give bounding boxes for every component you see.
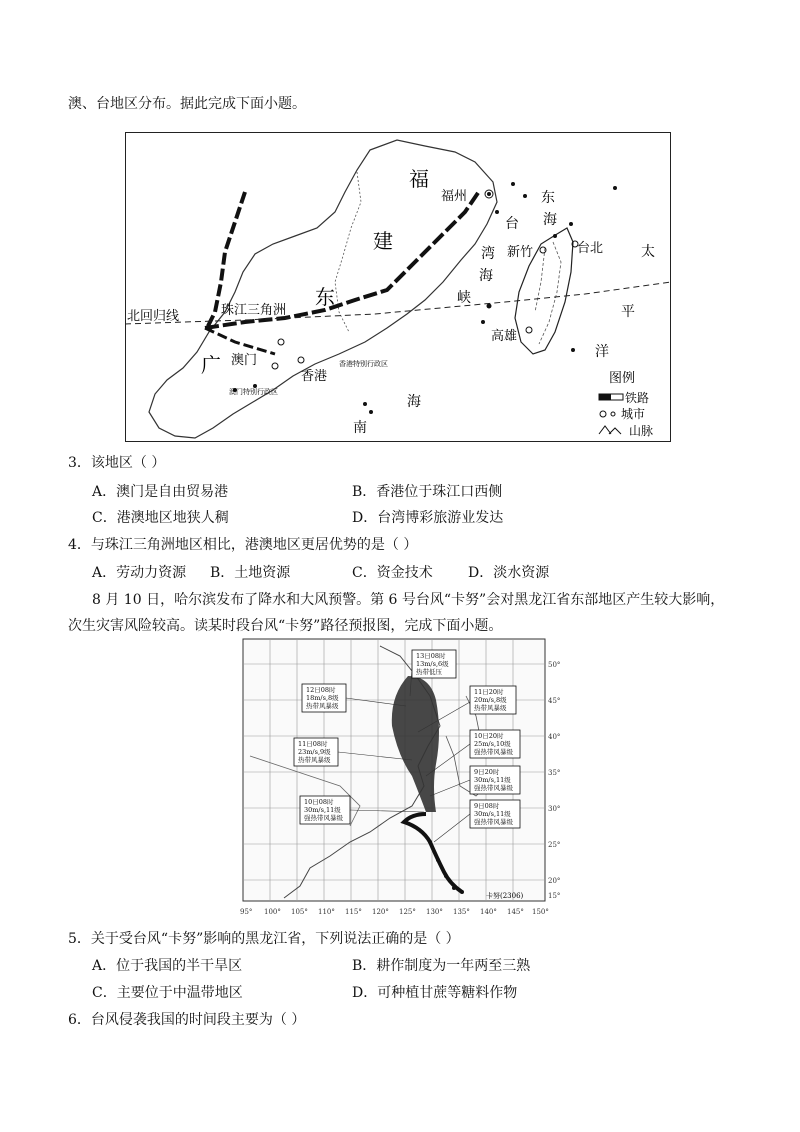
q4-option-c[interactable]: C．资金技术 bbox=[352, 565, 433, 581]
label-strait-wan: 湾 bbox=[481, 246, 495, 262]
typhoon-intro-line2: 次生灾害风险较高。读某时段台风“卡努”路径预报图，完成下面小题。 bbox=[68, 618, 503, 634]
hongkong-macau-taiwan-map bbox=[125, 132, 671, 442]
label-south-sea-hai: 海 bbox=[407, 394, 421, 410]
box-5-l1: 10日20时 bbox=[474, 732, 504, 740]
box-3-l1: 11日20时 bbox=[474, 688, 504, 696]
label-macau: 澳门 bbox=[231, 353, 258, 368]
q5-option-a[interactable]: A．位于我国的半干旱区 bbox=[92, 958, 243, 974]
label-taibei: 台北 bbox=[577, 241, 604, 256]
box-7-l1: 10日08时 bbox=[304, 798, 334, 806]
label-south-sea-nan: 南 bbox=[353, 420, 367, 436]
label-donghai-1: 东 bbox=[541, 190, 555, 206]
box-8-l3: 强热带风暴级 bbox=[474, 818, 513, 826]
q3-stem: 3．该地区（ ） bbox=[68, 455, 166, 471]
typhoon-name: 卡努(2306) bbox=[486, 892, 524, 900]
lat-tick: 20° bbox=[548, 877, 560, 885]
label-hongkong: 香港 bbox=[301, 369, 328, 384]
q5-option-d[interactable]: D．可种植甘蔗等糖料作物 bbox=[352, 985, 518, 1001]
label-pacific-ping: 平 bbox=[621, 304, 635, 320]
q3-option-a[interactable]: A．澳门是自由贸易港 bbox=[92, 484, 229, 500]
box-2-l1: 12日08时 bbox=[306, 686, 336, 694]
label-tropic: 北回归线 bbox=[127, 309, 180, 324]
label-strait-xia: 峡 bbox=[457, 290, 471, 306]
q4-option-d[interactable]: D．淡水资源 bbox=[468, 565, 550, 581]
q3-option-b[interactable]: B．香港位于珠江口西侧 bbox=[352, 484, 503, 500]
lat-tick: 35° bbox=[548, 769, 560, 777]
legend-title: 图例 bbox=[609, 371, 636, 386]
q5-option-b[interactable]: B．耕作制度为一年两至三熟 bbox=[352, 958, 531, 974]
label-fu: 福 bbox=[409, 167, 429, 191]
box-2-l3: 热带风暴级 bbox=[306, 702, 339, 710]
label-strait-hai: 海 bbox=[479, 268, 493, 284]
box-5-l3: 强热带风暴级 bbox=[474, 748, 513, 756]
label-strait-tai: 台 bbox=[505, 216, 519, 232]
box-7-l3: 强热带风暴级 bbox=[304, 814, 343, 822]
lon-tick: 125° bbox=[399, 908, 416, 916]
typhoon-intro-line1: 8 月 10 日，哈尔滨发布了降水和大风预警。第 6 号台风“卡努”会对黑龙江省东部地区产生较大影响， bbox=[92, 592, 725, 608]
lon-tick: 130° bbox=[426, 908, 443, 916]
box-2-l2: 18m/s,8级 bbox=[306, 694, 339, 702]
box-8-l1: 9日08时 bbox=[474, 802, 500, 810]
box-4-l3: 热带风暴级 bbox=[298, 756, 331, 764]
lat-tick: 30° bbox=[548, 805, 560, 813]
label-dong: 东 bbox=[315, 285, 335, 309]
box-6-l2: 30m/s,11级 bbox=[474, 776, 511, 784]
lat-tick: 40° bbox=[548, 733, 560, 741]
label-hk-sar: 香港特别行政区 bbox=[339, 360, 388, 368]
lon-tick: 120° bbox=[372, 908, 389, 916]
q4-option-a[interactable]: A．劳动力资源 bbox=[92, 565, 187, 581]
label-fuzhou: 福州 bbox=[441, 189, 468, 204]
label-pacific-yang: 洋 bbox=[595, 344, 609, 360]
label-donghai-2: 海 bbox=[543, 212, 557, 228]
box-3-l2: 20m/s,8级 bbox=[474, 696, 507, 704]
lon-tick: 140° bbox=[480, 908, 497, 916]
lon-tick: 105° bbox=[291, 908, 308, 916]
legend-mountain: 山脉 bbox=[629, 424, 654, 438]
lat-tick: 25° bbox=[548, 841, 560, 849]
lon-tick: 145° bbox=[507, 908, 524, 916]
lon-tick: 110° bbox=[318, 908, 335, 916]
label-macau-sar: 澳门特别行政区 bbox=[229, 388, 278, 396]
box-6-l3: 强热带风暴级 bbox=[474, 784, 513, 792]
box-5-l2: 25m/s,10级 bbox=[474, 740, 511, 748]
q4-stem: 4．与珠江三角洲地区相比，港澳地区更居优势的是（ ） bbox=[68, 537, 418, 553]
lat-tick: 45° bbox=[548, 697, 560, 705]
box-7-l2: 30m/s,11级 bbox=[304, 806, 341, 814]
box-1-l3: 热带低压 bbox=[416, 668, 442, 676]
q6-stem: 6．台风侵袭我国的时间段主要为（ ） bbox=[68, 1012, 306, 1028]
box-1-l1: 13日08时 bbox=[416, 652, 446, 660]
box-4-l1: 11日08时 bbox=[298, 740, 328, 748]
lon-tick: 95° bbox=[240, 908, 253, 916]
label-guang: 广 bbox=[201, 353, 221, 377]
box-6-l1: 9日20时 bbox=[474, 768, 500, 776]
label-xinzhu: 新竹 bbox=[507, 245, 534, 260]
legend-rail: 铁路 bbox=[625, 391, 650, 405]
q5-stem: 5．关于受台风“卡努”影响的黑龙江省，下列说法正确的是（ ） bbox=[68, 931, 460, 947]
lon-tick: 150° bbox=[532, 908, 549, 916]
lon-tick: 135° bbox=[453, 908, 470, 916]
q5-option-c[interactable]: C．主要位于中温带地区 bbox=[92, 985, 243, 1001]
label-gaoxiong: 高雄 bbox=[491, 329, 518, 344]
box-8-l2: 30m/s,11级 bbox=[474, 810, 511, 818]
legend-city: 城市 bbox=[621, 407, 646, 421]
box-1-l2: 13m/s,6级 bbox=[416, 660, 449, 668]
lat-tick: 50° bbox=[548, 661, 560, 669]
lon-tick: 115° bbox=[345, 908, 362, 916]
label-jian: 建 bbox=[373, 229, 393, 253]
q3-option-c[interactable]: C．港澳地区地狭人稠 bbox=[92, 510, 229, 526]
box-3-l3: 热带风暴级 bbox=[474, 704, 507, 712]
lon-tick: 100° bbox=[264, 908, 281, 916]
lat-tick: 15° bbox=[548, 892, 560, 900]
intro-text: 澳、台地区分布。据此完成下面小题。 bbox=[68, 96, 306, 112]
q4-option-b[interactable]: B．土地资源 bbox=[210, 565, 291, 581]
q3-option-d[interactable]: D．台湾博彩旅游业发达 bbox=[352, 510, 504, 526]
typhoon-track-map bbox=[240, 636, 560, 918]
label-prd: 珠江三角洲 bbox=[221, 303, 287, 318]
label-pacific-tai: 太 bbox=[641, 244, 655, 260]
box-4-l2: 23m/s,9级 bbox=[298, 748, 331, 756]
